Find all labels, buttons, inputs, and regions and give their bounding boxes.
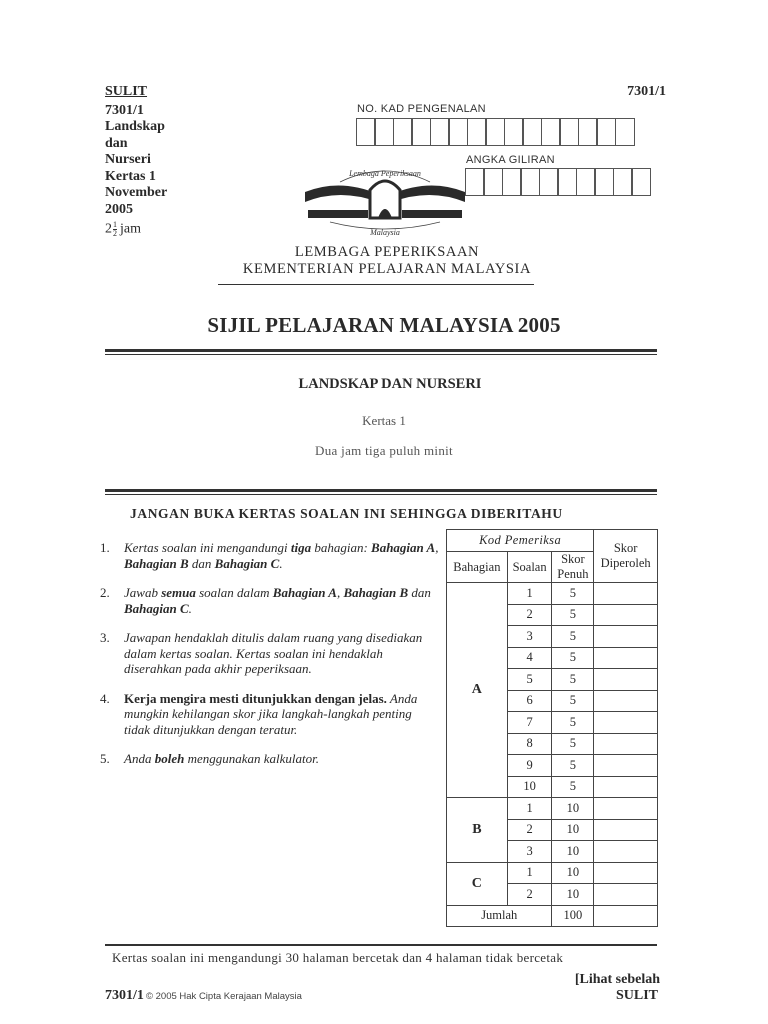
subject-line: November bbox=[105, 185, 168, 200]
skor-diperoleh-cell[interactable] bbox=[594, 626, 658, 648]
skor-penuh-cell: 5 bbox=[552, 647, 594, 669]
skor-diperoleh-cell[interactable] bbox=[594, 669, 658, 691]
instruction-item bbox=[100, 691, 440, 738]
skor-penuh-cell: 5 bbox=[552, 755, 594, 777]
kad-pengenalan-label: NO. KAD PENGENALAN bbox=[357, 103, 486, 115]
soalan-cell: 1 bbox=[507, 583, 552, 605]
kod-table-row bbox=[447, 798, 658, 820]
instruction-text: Kerja mengira mesti ditunjukkan dengan jelas. Anda mungkin kehilangan skor jika langkah-langkah penting tidak ditunjukkan dengan teratur. bbox=[124, 690, 418, 737]
skor-penuh-cell: 10 bbox=[552, 798, 594, 820]
lembaga-logo bbox=[300, 160, 470, 240]
kod-table-row bbox=[447, 862, 658, 884]
footer-sulit: SULIT bbox=[615, 988, 658, 1003]
kad-pengenalan-boxes[interactable] bbox=[357, 118, 635, 146]
paper-code-right: 7301/1 bbox=[627, 84, 666, 99]
soalan-cell: 10 bbox=[507, 776, 552, 798]
lembaga-logo-icon bbox=[300, 160, 470, 240]
paper-code: 7301/1 bbox=[105, 102, 144, 118]
instruction-text: Jawapan hendaklah ditulis dalam ruang yang disediakan dalam kertas soalan. Kertas soalan ini hendaklah diserahkan pada akhir peperiksaan. bbox=[124, 630, 423, 676]
skor-diperoleh-cell[interactable] bbox=[594, 712, 658, 734]
soalan-cell: 8 bbox=[507, 733, 552, 755]
skor-diperoleh-cell[interactable] bbox=[594, 862, 658, 884]
footer-code: 7301/1 bbox=[105, 988, 144, 1003]
warning-rule-thin bbox=[105, 494, 657, 495]
skor-penuh-cell: 10 bbox=[552, 819, 594, 841]
subject-title: LANDSKAP DAN NURSERI bbox=[298, 376, 482, 392]
subject-lines bbox=[105, 119, 167, 218]
instruction-text: Anda boleh menggunakan kalkulator. bbox=[124, 751, 319, 766]
skor-diperoleh-cell[interactable] bbox=[594, 690, 658, 712]
instructions bbox=[100, 540, 440, 781]
soalan-cell: 4 bbox=[507, 647, 552, 669]
skor-penuh-cell: 5 bbox=[552, 733, 594, 755]
skor-penuh-cell: 5 bbox=[552, 626, 594, 648]
angka-giliran-label: ANGKA GILIRAN bbox=[466, 154, 555, 166]
skor-diperoleh-cell[interactable] bbox=[594, 583, 658, 605]
jumlah-row bbox=[447, 905, 658, 927]
skor-diperoleh-cell[interactable] bbox=[594, 733, 658, 755]
sulit-label: SULIT bbox=[105, 84, 148, 99]
kod-table-row bbox=[447, 583, 658, 605]
instruction-number: 5. bbox=[100, 751, 110, 766]
duration-label: 2 $\frac{1}{2}$ jam bbox=[105, 220, 141, 238]
instruction-number: 2. bbox=[100, 585, 110, 600]
title-rule-thin bbox=[105, 354, 657, 355]
section-label: C bbox=[447, 862, 508, 905]
skor-penuh-cell: 10 bbox=[552, 841, 594, 863]
skor-penuh-cell: 10 bbox=[552, 884, 594, 906]
skor-penuh-cell: 5 bbox=[552, 583, 594, 605]
skor-diperoleh-cell[interactable] bbox=[594, 604, 658, 626]
warning-text: JANGAN BUKA KERTAS SOALAN INI SEHINGGA DIBERITAHU bbox=[130, 506, 563, 521]
exam-title: SIJIL PELAJARAN MALAYSIA 2005 bbox=[207, 313, 561, 337]
duration-text: Dua jam tiga puluh minit bbox=[315, 443, 453, 458]
instruction-number: 4. bbox=[100, 690, 110, 706]
skor-diperoleh-cell[interactable] bbox=[594, 798, 658, 820]
kod-pemeriksa-table bbox=[446, 529, 658, 927]
soalan-cell: 1 bbox=[507, 798, 552, 820]
skor-penuh-cell: 5 bbox=[552, 712, 594, 734]
subject-line: Kertas 1 bbox=[105, 168, 156, 184]
section-label: A bbox=[447, 583, 508, 798]
board-underline bbox=[218, 284, 534, 285]
soalan-cell: 2 bbox=[507, 819, 552, 841]
skor-diperoleh-cell[interactable] bbox=[594, 819, 658, 841]
soalan-cell: 3 bbox=[507, 841, 552, 863]
skor-diperoleh-cell[interactable] bbox=[594, 841, 658, 863]
jumlah-diperoleh-cell[interactable] bbox=[594, 905, 658, 927]
jumlah-label: Jumlah bbox=[447, 905, 552, 927]
soalan-cell: 9 bbox=[507, 755, 552, 777]
skor-penuh-cell: 5 bbox=[552, 690, 594, 712]
paper-number: Kertas 1 bbox=[362, 413, 406, 428]
jumlah-value: 100 bbox=[552, 905, 594, 927]
subject-line: dan bbox=[105, 135, 128, 151]
instructions-list bbox=[100, 540, 440, 767]
instruction-item bbox=[100, 630, 440, 677]
instruction-number: 1. bbox=[100, 540, 110, 555]
skor-penuh-cell: 5 bbox=[552, 776, 594, 798]
copyright: © 2005 Hak Cipta Kerajaan Malaysia bbox=[146, 991, 302, 1002]
soalan-cell: 6 bbox=[507, 690, 552, 712]
logo-bottom-text: Malaysia bbox=[370, 228, 400, 237]
skor-diperoleh-cell[interactable] bbox=[594, 755, 658, 777]
col-skor-penuh: Skor Penuh bbox=[552, 552, 594, 583]
soalan-cell: 3 bbox=[507, 626, 552, 648]
instruction-item bbox=[100, 585, 440, 616]
soalan-cell: 1 bbox=[507, 862, 552, 884]
soalan-cell: 7 bbox=[507, 712, 552, 734]
footer-rule bbox=[105, 944, 657, 946]
kod-pemeriksa-title: Kod Pemeriksa bbox=[447, 530, 594, 552]
subject-line: 2005 bbox=[105, 201, 133, 217]
angka-giliran-boxes[interactable] bbox=[466, 168, 651, 196]
skor-penuh-cell: 5 bbox=[552, 604, 594, 626]
soalan-cell: 2 bbox=[507, 604, 552, 626]
skor-diperoleh-cell[interactable] bbox=[594, 884, 658, 906]
title-rule-thick bbox=[105, 349, 657, 352]
page-count-note: Kertas soalan ini mengandungi 30 halaman bercetak dan 4 halaman tidak bercetak bbox=[112, 950, 564, 965]
col-soalan: Soalan bbox=[507, 552, 552, 583]
instruction-text: Jawab semua soalan dalam Bahagian A, Bahagian B dan Bahagian C. bbox=[124, 585, 431, 616]
col-skor-diperoleh: Skor Diperoleh bbox=[594, 530, 658, 583]
section-label: B bbox=[447, 798, 508, 863]
logo-arc-text: Lembaga Peperiksaan bbox=[349, 169, 421, 178]
subject-line: Nurseri bbox=[105, 152, 151, 167]
header-left bbox=[105, 84, 167, 238]
instruction-item bbox=[100, 751, 440, 767]
skor-diperoleh-cell[interactable] bbox=[594, 647, 658, 669]
skor-penuh-cell: 10 bbox=[552, 862, 594, 884]
col-bahagian: Bahagian bbox=[447, 552, 508, 583]
soalan-cell: 2 bbox=[507, 884, 552, 906]
skor-penuh-cell: 5 bbox=[552, 669, 594, 691]
instruction-text: Kertas soalan ini mengandungi tiga bahagian: Bahagian A, Bahagian B dan Bahagian C. bbox=[124, 540, 439, 571]
warning-rule-thick bbox=[105, 489, 657, 492]
instruction-item bbox=[100, 540, 440, 571]
soalan-cell: 5 bbox=[507, 669, 552, 691]
subject-line: Landskap bbox=[105, 119, 165, 134]
skor-diperoleh-cell[interactable] bbox=[594, 776, 658, 798]
see-over: [Lihat sebelah bbox=[574, 972, 660, 987]
board-title: LEMBAGA PEPERIKSAAN KEMENTERIAN PELAJARAN MALAYSIA bbox=[242, 244, 532, 277]
instruction-number: 3. bbox=[100, 630, 110, 645]
